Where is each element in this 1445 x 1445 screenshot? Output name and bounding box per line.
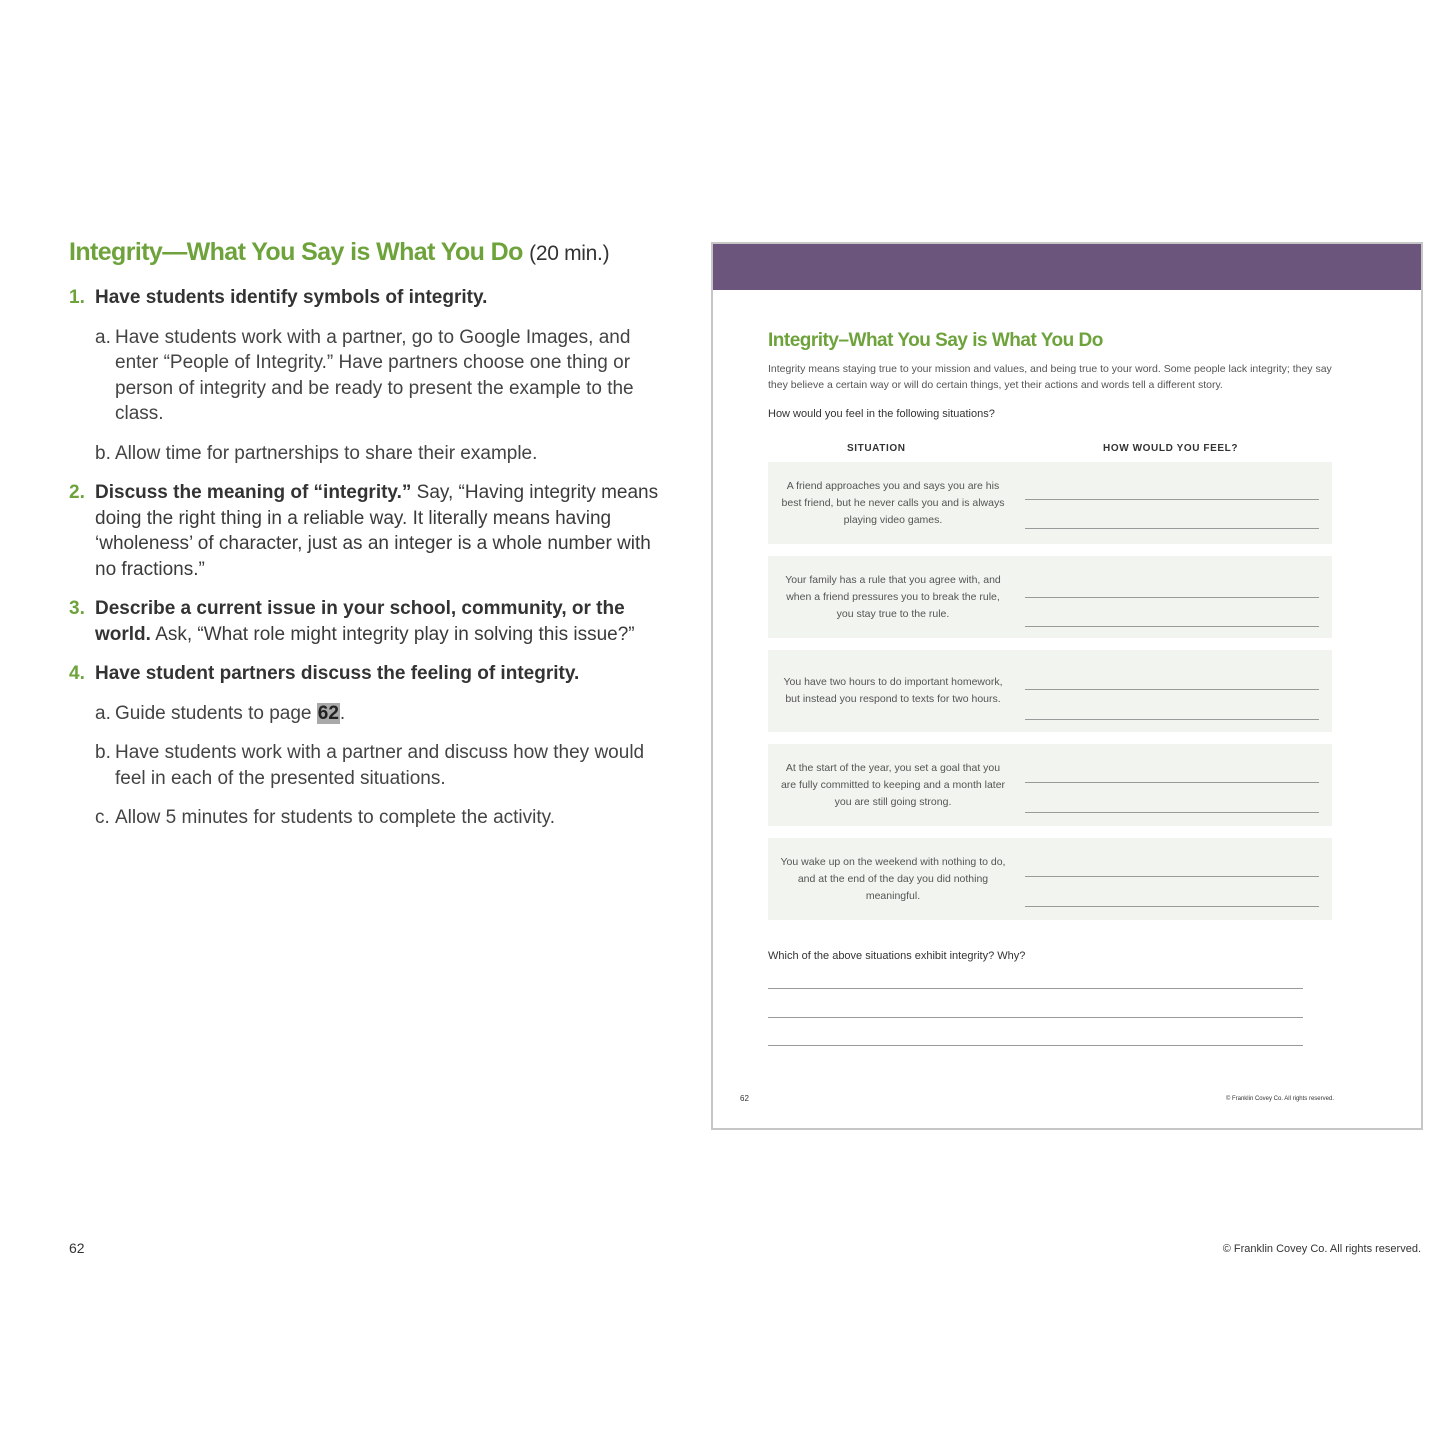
- lesson-content: [69, 238, 669, 845]
- situation-row: [768, 838, 1332, 920]
- workbook-intro: Integrity means staying true to your mission and values, and being true to your word. Some people lack integrity; they say they believe a certain way or will do certain things, yet their actions and words tell a different story.: [768, 363, 1332, 391]
- situation-row: [768, 650, 1332, 732]
- answer-line[interactable]: [1025, 782, 1319, 783]
- header-band: [713, 244, 1421, 290]
- situation-text: A friend approaches you and says you are his best friend, but he never calls you and is always playing video games.: [781, 479, 1005, 526]
- situation-row: [768, 462, 1332, 544]
- step-2: 2. Discuss the meaning of “integrity.” Say, “Having integrity means doing the right thing in a reliable way. It literally means having ‘wholeness’ of character, just as an integer is a whole number with no fractions.”: [69, 482, 659, 580]
- situation-row: [768, 556, 1332, 638]
- workbook-question: How would you feel in the following situations?: [768, 408, 995, 420]
- reflection-question: Which of the above situations exhibit integrity? Why?: [768, 950, 1026, 962]
- page-reference-highlight[interactable]: 62: [317, 702, 339, 724]
- step-4a: a. Guide students to page 62.: [95, 702, 346, 724]
- workbook-page-thumbnail: [711, 242, 1423, 1130]
- answer-line[interactable]: [1025, 876, 1319, 877]
- answer-line[interactable]: [1025, 597, 1319, 598]
- workbook-title: Integrity–What You Say is What You Do: [768, 330, 1103, 351]
- step-3: 3. Describe a current issue in your school, community, or the world. Ask, “What role might integrity play in solving this issue?”: [69, 598, 635, 645]
- step-3-heading: Describe a current issue in your school, community, or the world.: [95, 598, 625, 645]
- situation-row: [768, 744, 1332, 826]
- step-2-heading: Discuss the meaning of “integrity.”: [95, 482, 412, 503]
- reflection-answer-line[interactable]: [768, 1017, 1303, 1018]
- reflection-answer-line[interactable]: [768, 1045, 1303, 1046]
- step-1-heading: Have students identify symbols of integrity.: [95, 287, 488, 308]
- answer-line[interactable]: [1025, 528, 1319, 529]
- situation-text: You have two hours to do important homework, but instead you respond to texts for two hours.: [783, 676, 1003, 705]
- column-header-situation: SITUATION: [847, 443, 906, 454]
- situation-text: You wake up on the weekend with nothing to do, and at the end of the day you did nothing meaningful.: [780, 855, 1006, 902]
- step-4: 4. Have student partners discuss the feeling of integrity.: [69, 663, 580, 684]
- step-1a: a. Have students work with a partner, go to Google Images, and enter “People of Integrity.” Have partners choose one thing or person of integrity and be ready to present the example to the class.: [95, 326, 634, 424]
- situation-text: Your family has a rule that you agree with, and when a friend pressures you to break the rule, you stay true to the rule.: [785, 573, 1001, 620]
- workbook-copyright: © Franklin Covey Co. All rights reserved.: [1225, 1096, 1334, 1102]
- lesson-duration: (20 min.): [529, 242, 610, 265]
- column-header-feel: HOW WOULD YOU FEEL?: [1103, 443, 1239, 454]
- answer-line[interactable]: [1025, 719, 1319, 720]
- answer-line[interactable]: [1025, 689, 1319, 690]
- step-1: 1. Have students identify symbols of integrity.: [69, 287, 488, 308]
- copyright-notice: © Franklin Covey Co. All rights reserved.: [1222, 1243, 1421, 1255]
- reflection-answer-line[interactable]: [768, 988, 1303, 989]
- answer-line[interactable]: [1025, 626, 1319, 627]
- answer-line[interactable]: [1025, 499, 1319, 500]
- step-4-heading: Have student partners discuss the feeling of integrity.: [95, 663, 580, 684]
- answer-line[interactable]: [1025, 906, 1319, 907]
- workbook-page-number: 62: [740, 1094, 749, 1103]
- situation-text: At the start of the year, you set a goal that you are fully committed to keeping and a month later you are still going strong.: [780, 761, 1006, 808]
- page-number: 62: [69, 1240, 85, 1256]
- step-1b: b. Allow time for partnerships to share their example.: [95, 442, 538, 464]
- step-4c: c. Allow 5 minutes for students to complete the activity.: [95, 807, 556, 828]
- step-4b: b. Have students work with a partner and discuss how they would feel in each of the presented situations.: [95, 742, 645, 789]
- answer-line[interactable]: [1025, 812, 1319, 813]
- lesson-title: Integrity—What You Say is What You Do (20 min.): [69, 238, 610, 266]
